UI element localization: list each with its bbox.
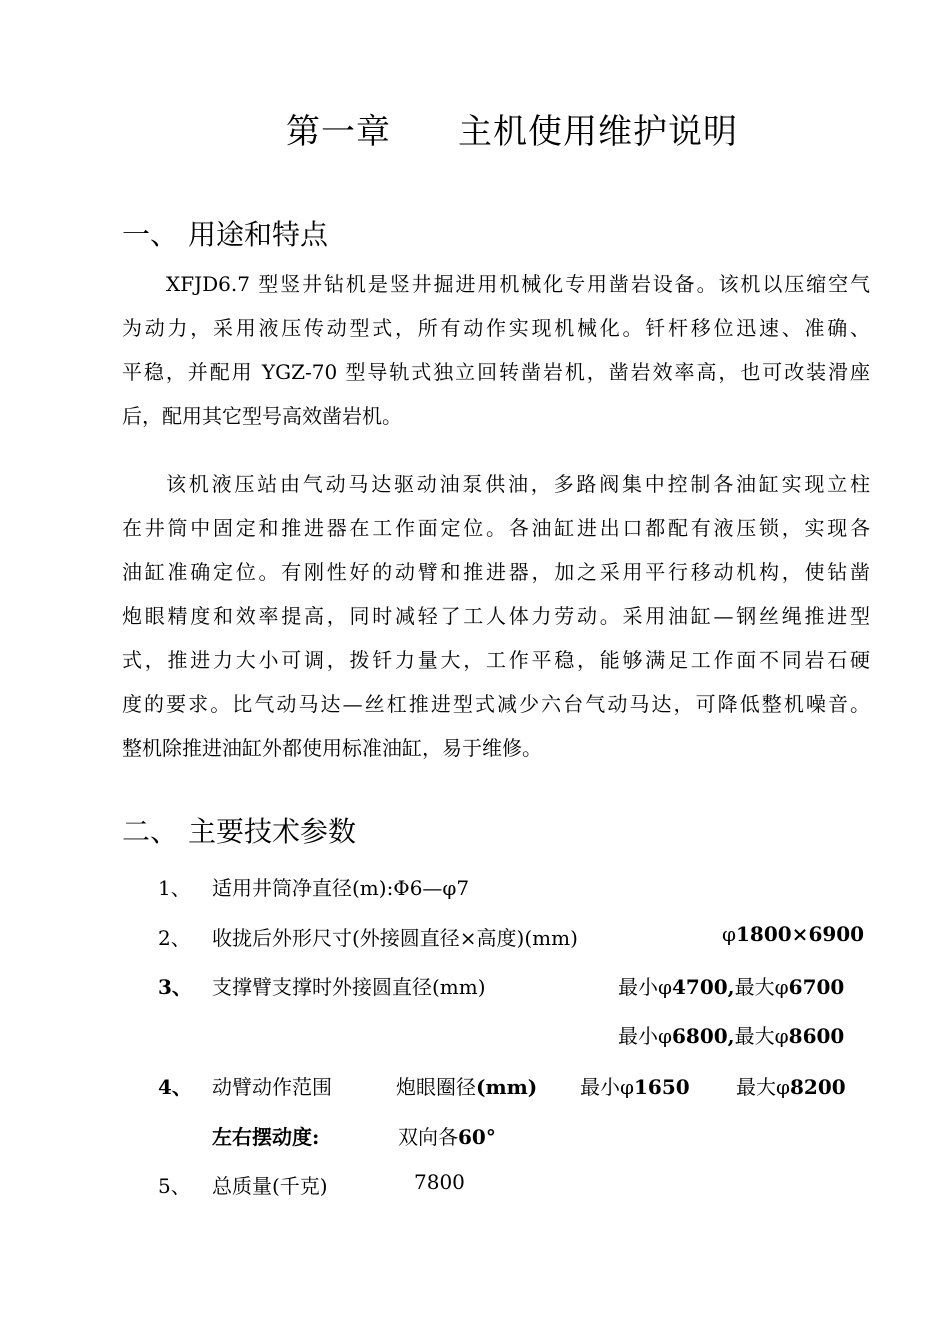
section1-paragraph-2 <box>122 462 870 770</box>
paragraph-line: 平稳，并配用 YGZ-70 型导轨式独立回转凿岩机，凿岩效率高，也可改装滑座 <box>122 360 870 384</box>
paragraph-line: 整机除推进油缸外都使用标准油缸，易于维修。 <box>122 736 542 760</box>
max-value: 8600 <box>788 1024 845 1048</box>
item4-circle <box>396 1071 537 1100</box>
item3-number: 3、 <box>158 975 192 999</box>
min-label: 最小φ <box>580 1075 635 1099</box>
paragraph-line: 该机液压站由气动马达驱动油泵供油，多路阀集中控制各油缸实现立柱 <box>166 472 870 496</box>
phi-symbol: φ <box>722 922 737 946</box>
item4-number: 4、 <box>158 1075 192 1099</box>
item3-row2 <box>618 1020 844 1049</box>
item4-swing <box>398 1121 496 1150</box>
chapter-label: 第一章 <box>286 112 391 152</box>
item5-number: 5、 <box>158 1174 191 1198</box>
section1-heading: 用途和特点 <box>188 218 329 251</box>
min-value: 4700, <box>672 975 735 999</box>
chapter-title: 主机使用维护说明 <box>458 112 738 152</box>
item3-row1 <box>618 971 844 1000</box>
min-value: 1650 <box>634 1075 690 1099</box>
item4-min <box>580 1071 690 1100</box>
section2-heading: 主要技术参数 <box>188 815 357 848</box>
item2-dimensions: 1800×6900 <box>736 922 865 946</box>
paragraph-line: 为动力，采用液压传动型式，所有动作实现机械化。钎杆移位迅速、准确、 <box>122 316 870 340</box>
item1-text: 适用井筒净直径(m):Φ6—φ7 <box>212 876 470 900</box>
paragraph-line: 度的要求。比气动马达—丝杠推进型式减少六台气动马达，可降低整机噪音。 <box>122 692 870 716</box>
item3-text: 支撑臂支撑时外接圆直径(mm) <box>212 975 486 999</box>
min-label: 最小φ <box>618 975 673 999</box>
circle-unit: (mm) <box>476 1075 538 1099</box>
item5-text: 总质量(千克) <box>212 1174 328 1198</box>
paragraph-line: 炮眼精度和效率提高，同时减轻了工人体力劳动。采用油缸—钢丝绳推进型 <box>122 604 870 628</box>
max-value: 8200 <box>790 1075 846 1099</box>
circle-label: 炮眼圈径 <box>396 1075 476 1099</box>
item5-value: 7800 <box>414 1170 465 1194</box>
swing-value-label: 双向各 <box>398 1125 458 1149</box>
item4-max <box>736 1071 846 1100</box>
section1-paragraph-1 <box>122 262 870 438</box>
max-label: 最大φ <box>736 1075 791 1099</box>
paragraph-line: 油缸准确定位。有刚性好的动臂和推进器，加之采用平行移动机构，使钻凿 <box>122 560 870 584</box>
item2-number: 2、 <box>158 926 191 950</box>
item4-text: 动臂动作范围 <box>212 1075 332 1099</box>
max-label: 最大φ <box>734 1024 789 1048</box>
max-value: 6700 <box>788 975 845 999</box>
min-label: 最小φ <box>618 1024 673 1048</box>
paragraph-line: 在井筒中固定和推进器在工作面定位。各油缸进出口都配有液压锁，实现各 <box>122 516 870 540</box>
item2-text: 收拢后外形尺寸(外接圆直径×高度)(mm) <box>212 926 578 950</box>
item1-number: 1、 <box>158 876 191 900</box>
min-value: 6800, <box>672 1024 735 1048</box>
section1-marker: 一、 <box>122 218 179 251</box>
item2-value <box>722 922 864 946</box>
section2-marker: 二、 <box>122 815 179 848</box>
max-label: 最大φ <box>734 975 789 999</box>
item4-swing-label: 左右摆动度: <box>212 1125 320 1149</box>
paragraph-line: 式，推进力大小可调，拨钎力量大，工作平稳，能够满足工作面不同岩石硬 <box>122 648 870 672</box>
swing-value: 60° <box>458 1125 496 1149</box>
paragraph-line: XFJD6.7 型竖井钻机是竖井掘进用机械化专用凿岩设备。该机以压缩空气 <box>166 272 870 296</box>
paragraph-line: 后，配用其它型号高效凿岩机。 <box>122 404 402 428</box>
